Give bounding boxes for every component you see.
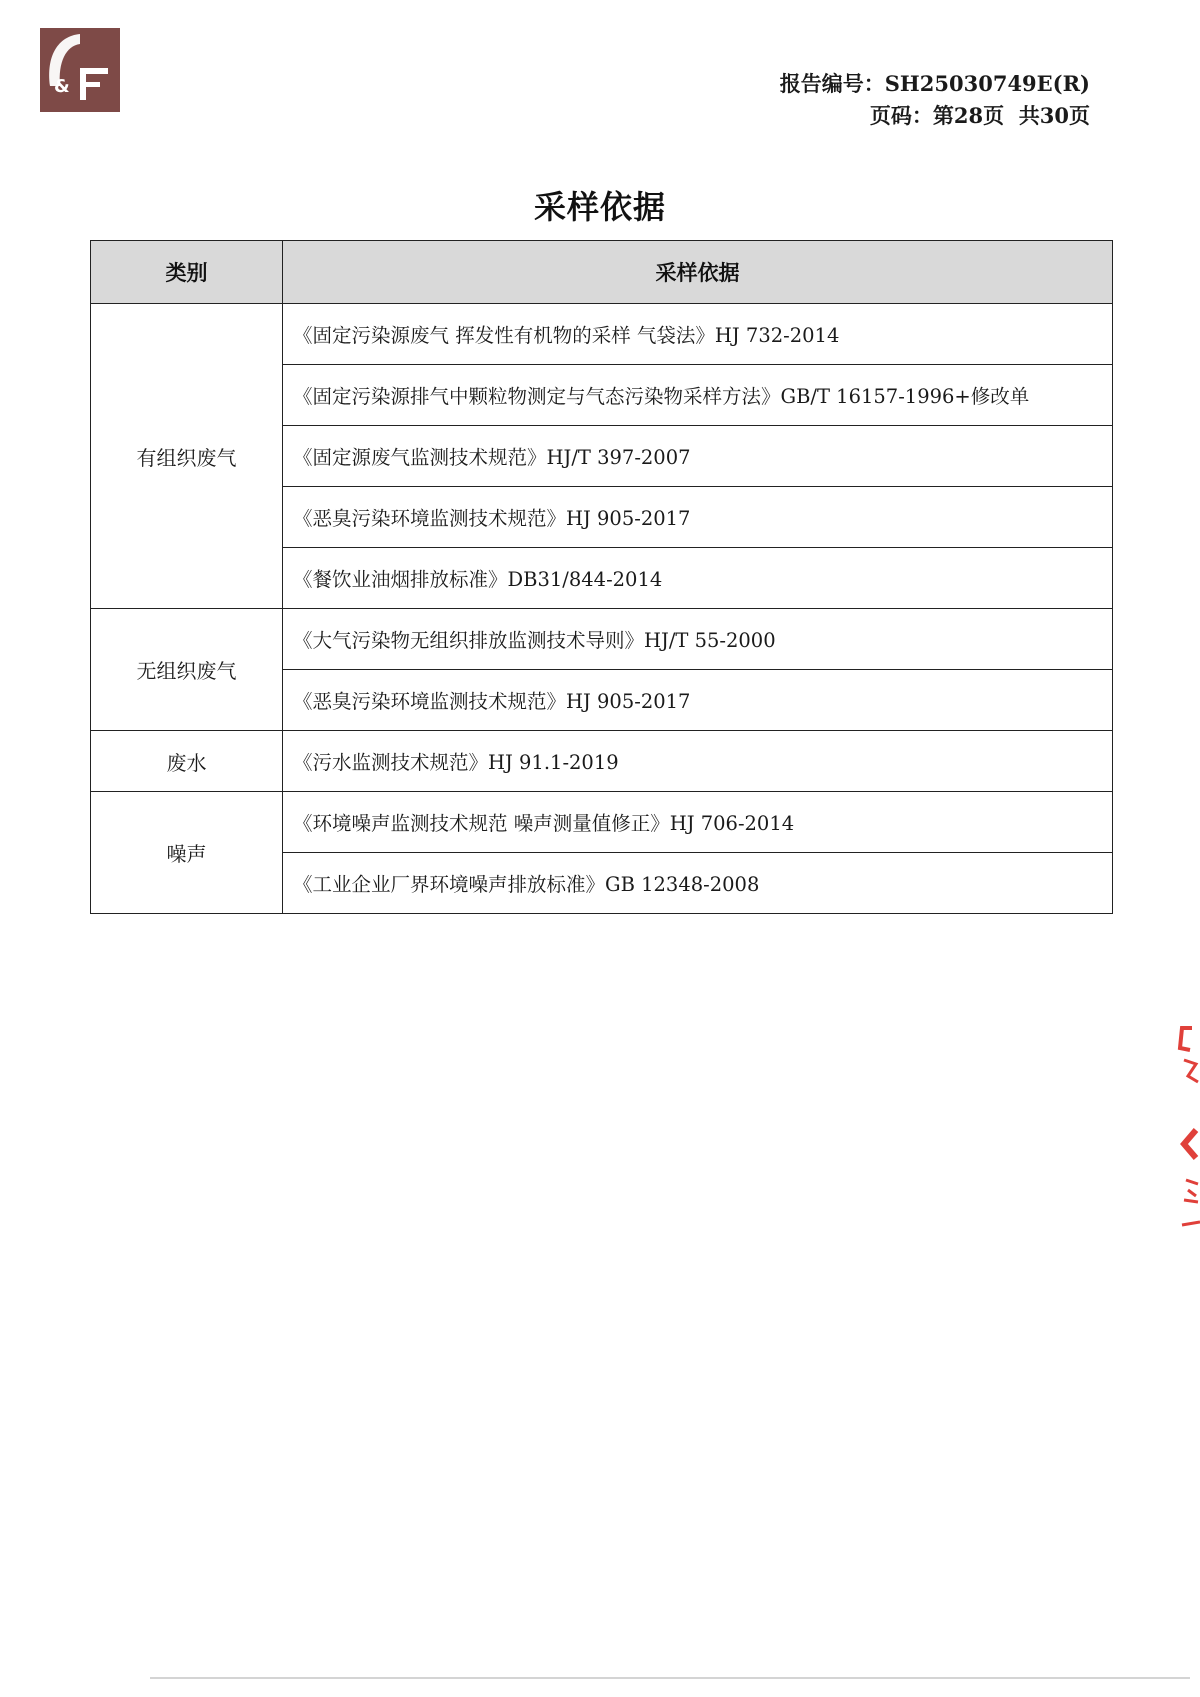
category-wastewater: 废水	[91, 731, 283, 792]
standard-item: 《工业企业厂界环境噪声排放标准》GB 12348-2008	[283, 853, 1113, 914]
table-row	[91, 792, 1113, 853]
page-label: 页码：	[869, 103, 933, 128]
report-number: SH25030749E(R)	[884, 71, 1090, 96]
standard-item: 《污水监测技术规范》HJ 91.1-2019	[283, 731, 1113, 792]
standard-item: 《恶臭污染环境监测技术规范》HJ 905-2017	[283, 487, 1113, 548]
category-fugitive-exhaust: 无组织废气	[91, 609, 283, 731]
standard-item: 《固定污染源排气中颗粒物测定与气态污染物采样方法》GB/T 16157-1996+修改单	[283, 365, 1113, 426]
sampling-basis-table	[90, 240, 1113, 914]
scan-edge-line	[150, 1677, 1190, 1679]
svg-text:&: &	[54, 76, 70, 97]
report-number-label: 报告编号：	[779, 71, 885, 96]
report-number-row	[780, 68, 1090, 100]
header-basis: 采样依据	[283, 241, 1113, 304]
company-logo	[40, 28, 120, 112]
standard-item: 《固定污染源废气 挥发性有机物的采样 气袋法》HJ 732-2014	[283, 304, 1113, 365]
category-noise: 噪声	[91, 792, 283, 914]
logo-mark-icon	[40, 28, 120, 112]
table-row	[91, 609, 1113, 670]
seal-stamp-icon	[1170, 1020, 1200, 1240]
page-current: 第28页	[932, 103, 1005, 128]
header-category: 类别	[91, 241, 283, 304]
report-meta	[780, 68, 1090, 132]
category-organized-exhaust: 有组织废气	[91, 304, 283, 609]
table-row	[91, 304, 1113, 365]
standard-item: 《固定源废气监测技术规范》HJ/T 397-2007	[283, 426, 1113, 487]
standard-item: 《环境噪声监测技术规范 噪声测量值修正》HJ 706-2014	[283, 792, 1113, 853]
seal-stamp-fragment	[1170, 1020, 1200, 1240]
standard-item: 《餐饮业油烟排放标准》DB31/844-2014	[283, 548, 1113, 609]
standard-item: 《恶臭污染环境监测技术规范》HJ 905-2017	[283, 670, 1113, 731]
table-row	[91, 731, 1113, 792]
page-total: 共30页	[1018, 103, 1090, 128]
page-title: 采样依据	[533, 188, 666, 226]
table-header-row	[91, 241, 1113, 304]
standard-item: 《大气污染物无组织排放监测技术导则》HJ/T 55-2000	[283, 609, 1113, 670]
page-number-row	[780, 100, 1090, 132]
